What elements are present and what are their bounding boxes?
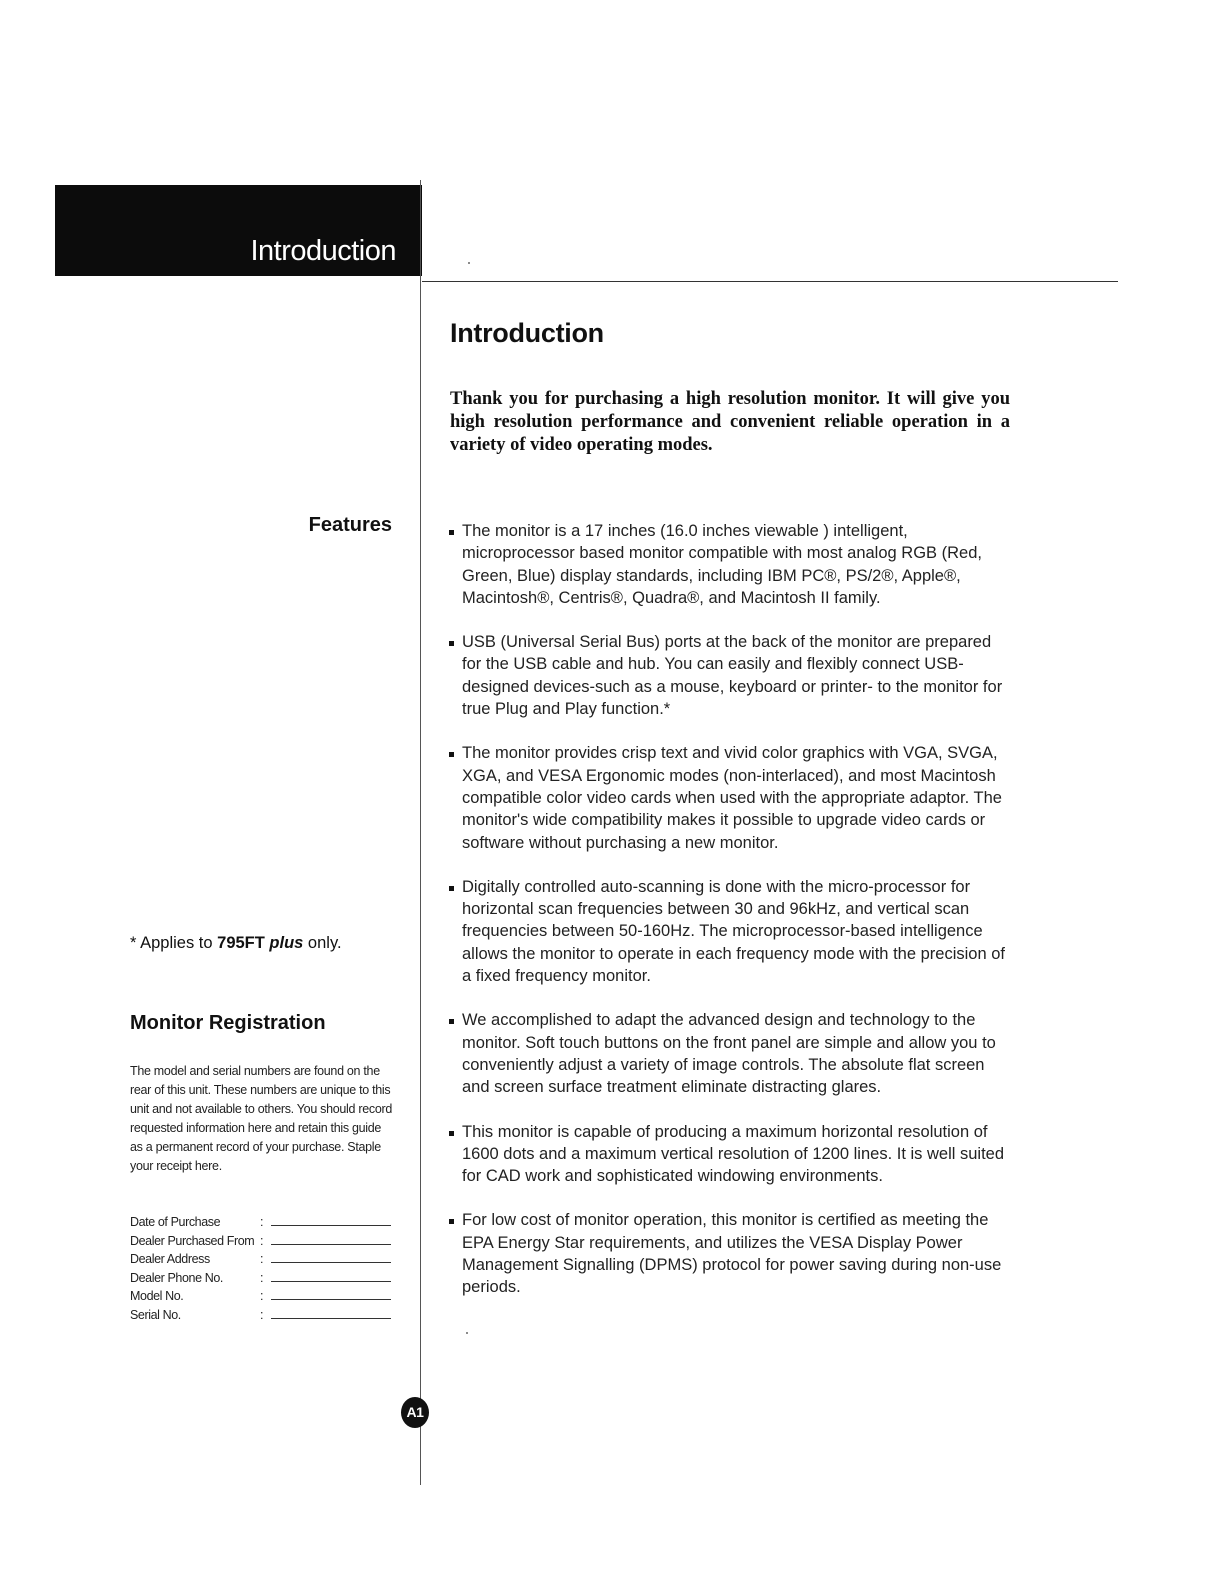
fill-in-line	[271, 1299, 391, 1300]
field-separator: :	[260, 1215, 264, 1229]
field-separator: :	[260, 1307, 264, 1322]
field-label: Serial No.	[130, 1307, 181, 1322]
bullet-icon	[449, 1019, 454, 1024]
field-label: Model No.	[130, 1289, 184, 1304]
field-separator: :	[260, 1233, 264, 1248]
feature-item	[449, 1209, 1009, 1298]
registration-field-row	[130, 1287, 392, 1306]
fill-in-line	[271, 1318, 391, 1319]
field-label: Dealer Address	[130, 1252, 210, 1267]
bullet-icon	[449, 752, 454, 757]
feature-text: We accomplished to adapt the advanced design and technology to the monitor. Soft touch buttons on the front panel are simple and allow you to conveniently adjust a variety of image controls. The absolute flat screen and screen surface treatment eliminate distracting glares.	[462, 1011, 996, 1097]
footnote-prefix: * Applies to	[130, 934, 218, 952]
feature-item	[449, 742, 1009, 853]
footnote-suffix: only.	[303, 934, 342, 952]
bullet-icon	[449, 1131, 454, 1136]
bullet-icon	[449, 641, 454, 646]
feature-text: The monitor is a 17 inches (16.0 inches viewable ) intelligent, microprocessor based monitor compatible with most analog RGB (Red, Green, Blue) display standards, including IBM PC®, PS/2®, Apple®, Macintosh®, Centris®, Quadra®, and Macintosh II family.	[462, 522, 982, 607]
feature-item	[449, 1121, 1009, 1188]
field-label: Dealer Purchased From	[130, 1233, 255, 1248]
intro-paragraph: Thank you for purchasing a high resolution monitor. It will give you high resolution performance and convenient reliable operation in a variety of video operating modes.	[450, 389, 1010, 455]
field-separator: :	[260, 1289, 264, 1304]
feature-text: USB (Universal Serial Bus) ports at the back of the monitor are prepared for the USB cable and hub. You can easily and flexibly connect USB-designed devices-such as a mouse, keyboard or printer- to the monitor for true Plug and Play function.*	[462, 633, 1003, 719]
fill-in-line	[271, 1244, 391, 1245]
registration-field-row	[130, 1269, 392, 1288]
usb-footnote	[130, 934, 342, 953]
bullet-icon	[449, 530, 454, 535]
feature-text: The monitor provides crisp text and vivid color graphics with VGA, SVGA, XGA, and VESA Ergonomic modes (non-interlaced), and most Macintosh compatible color video cards when used with the appropriate adaptor. The monitor's wide compatibility makes it possible to upgrade video cards or software without purchasing a new monitor.	[462, 744, 1002, 852]
field-separator: :	[260, 1252, 264, 1267]
feature-item	[449, 520, 1009, 609]
feature-list	[449, 520, 1009, 1321]
page-number-badge: A1	[401, 1397, 429, 1428]
bullet-icon	[449, 1219, 454, 1224]
feature-text: For low cost of monitor operation, this monitor is certified as meeting the EPA Energy Star requirements, and utilizes the VESA Display Power Management Signalling (DPMS) protocol for power saving during non-use periods.	[462, 1211, 1002, 1297]
feature-text: This monitor is capable of producing a maximum horizontal resolution of 1600 dots and a maximum vertical resolution of 1200 lines. It is well suited for CAD work and sophisticated windowing environments.	[462, 1122, 1005, 1186]
registration-field-row	[130, 1306, 392, 1325]
horizontal-divider	[422, 281, 1118, 282]
registration-field-row	[130, 1232, 392, 1251]
fill-in-line	[271, 1262, 391, 1263]
footnote-plus: plus	[269, 934, 304, 952]
section-tab-title: Introduction	[250, 235, 396, 267]
field-label: Date of Purchase	[130, 1215, 221, 1229]
feature-text: Digitally controlled auto-scanning is done with the micro-processor for horizontal scan frequencies between 30 and 96kHz, and vertical scan frequencies between 50-160Hz. The microprocessor-based intelligence allows the monitor to operate in each frequency mode with the precision of a fixed frequency monitor.	[462, 877, 1005, 986]
registration-paragraph: The model and serial numbers are found on the rear of this unit. These numbers are unique to this unit and not available to others. You should record requested information here and retain this guide as a permanent record of your purchase. Staple your receipt here.	[130, 1064, 392, 1173]
feature-item	[449, 1009, 1009, 1098]
feature-item	[449, 631, 1009, 720]
features-heading: Features	[308, 514, 392, 536]
footnote-model: 795FT	[217, 934, 265, 952]
stray-mark	[468, 262, 470, 264]
page-title: Introduction	[450, 318, 604, 348]
vertical-divider	[420, 180, 421, 1485]
registration-heading: Monitor Registration	[130, 1012, 326, 1034]
stray-mark	[466, 1332, 468, 1334]
field-label: Dealer Phone No.	[130, 1270, 223, 1285]
field-separator: :	[260, 1270, 264, 1285]
registration-field-row	[130, 1250, 392, 1269]
feature-item	[449, 876, 1009, 987]
bullet-icon	[449, 886, 454, 891]
registration-form	[130, 1213, 392, 1325]
registration-field-row	[130, 1213, 392, 1232]
fill-in-line	[271, 1281, 391, 1282]
fill-in-line	[271, 1225, 391, 1226]
section-header-bar	[55, 185, 422, 276]
